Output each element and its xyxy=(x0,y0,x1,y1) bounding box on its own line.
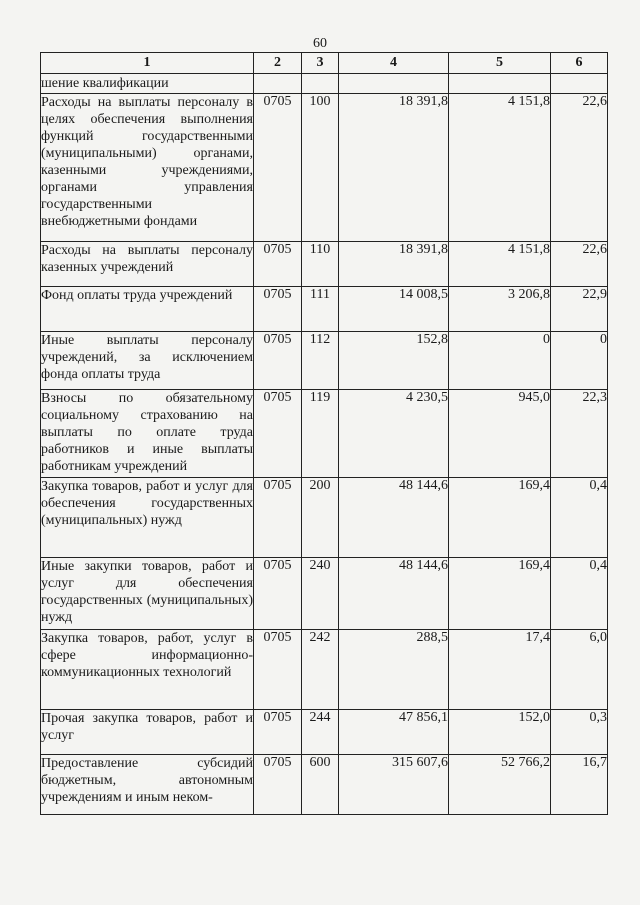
header-row xyxy=(41,53,608,74)
row-fact-value: 4 151,8 xyxy=(449,94,551,242)
table-row xyxy=(41,755,608,815)
row-section-code: 0705 xyxy=(254,630,302,710)
row-section-code: 0705 xyxy=(254,287,302,332)
col-header-6: 6 xyxy=(551,53,608,74)
row-fact-value: 169,4 xyxy=(449,478,551,558)
budget-table xyxy=(40,52,608,815)
table-row xyxy=(41,94,608,242)
row-expense-kind: 244 xyxy=(302,710,339,755)
row-expense-kind: 111 xyxy=(302,287,339,332)
page-number: 60 xyxy=(313,36,327,51)
row-plan-value: 18 391,8 xyxy=(339,94,449,242)
table-row xyxy=(41,558,608,630)
row-section-code: 0705 xyxy=(254,332,302,390)
row-expense-kind: 200 xyxy=(302,478,339,558)
row-section-code: 0705 xyxy=(254,478,302,558)
row-expense-kind: 110 xyxy=(302,242,339,287)
row-fact-value: 3 206,8 xyxy=(449,287,551,332)
row-description: Закупка товаров, работ и услуг для обеспечения государственных (муниципальных) нужд xyxy=(41,478,254,558)
row-section-code: 0705 xyxy=(254,390,302,478)
table-row xyxy=(41,287,608,332)
row-expense-kind: 100 xyxy=(302,94,339,242)
table-row xyxy=(41,390,608,478)
row-fact-value: 17,4 xyxy=(449,630,551,710)
row-expense-kind: 112 xyxy=(302,332,339,390)
row-description: Расходы на выплаты персоналу в целях обеспечения выполнения функций государственными (муниципальными) органами, казенными учреждениями, органами управления государственными внебюджетными фондами xyxy=(41,94,254,242)
row-plan-value: 48 144,6 xyxy=(339,558,449,630)
row-plan-value: 48 144,6 xyxy=(339,478,449,558)
table-row xyxy=(41,630,608,710)
col-header-3: 3 xyxy=(302,53,339,74)
row-description: Прочая закупка товаров, работ и услуг xyxy=(41,710,254,755)
row-percent-value: 0,4 xyxy=(551,478,608,558)
col-header-5: 5 xyxy=(449,53,551,74)
row-section-code: 0705 xyxy=(254,558,302,630)
row-description: Предоставление субсидий бюджетным, автономным учреждениям и иным неком- xyxy=(41,755,254,815)
row-expense-kind: 242 xyxy=(302,630,339,710)
row-plan-value: 18 391,8 xyxy=(339,242,449,287)
col-header-2: 2 xyxy=(254,53,302,74)
row-percent-value: 0 xyxy=(551,332,608,390)
row-section-code: 0705 xyxy=(254,94,302,242)
row-section-code: 0705 xyxy=(254,710,302,755)
row-expense-kind: 600 xyxy=(302,755,339,815)
row-fact-value: 169,4 xyxy=(449,558,551,630)
row-percent-value: 22,9 xyxy=(551,287,608,332)
continuation-text: шение квалификации xyxy=(41,74,254,94)
row-plan-value: 315 607,6 xyxy=(339,755,449,815)
row-expense-kind: 119 xyxy=(302,390,339,478)
row-plan-value: 47 856,1 xyxy=(339,710,449,755)
continuation-row xyxy=(41,74,608,94)
row-percent-value: 0,3 xyxy=(551,710,608,755)
row-description: Иные выплаты персоналу учреждений, за исключением фонда оплаты труда xyxy=(41,332,254,390)
row-expense-kind: 240 xyxy=(302,558,339,630)
row-percent-value: 22,6 xyxy=(551,242,608,287)
row-plan-value: 14 008,5 xyxy=(339,287,449,332)
row-description: Иные закупки товаров, работ и услуг для обеспечения государственных (муниципальных) нужд xyxy=(41,558,254,630)
row-description: Взносы по обязательному социальному страхованию на выплаты по оплате труда работников и иные выплаты работникам учреждений xyxy=(41,390,254,478)
table-row xyxy=(41,332,608,390)
row-fact-value: 0 xyxy=(449,332,551,390)
table-row xyxy=(41,242,608,287)
row-percent-value: 22,3 xyxy=(551,390,608,478)
row-description: Закупка товаров, работ, услуг в сфере информационно-коммуникационных технологий xyxy=(41,630,254,710)
row-section-code: 0705 xyxy=(254,242,302,287)
row-fact-value: 52 766,2 xyxy=(449,755,551,815)
col-header-1: 1 xyxy=(41,53,254,74)
row-percent-value: 22,6 xyxy=(551,94,608,242)
row-plan-value: 288,5 xyxy=(339,630,449,710)
row-description: Фонд оплаты труда учреждений xyxy=(41,287,254,332)
row-fact-value: 152,0 xyxy=(449,710,551,755)
row-plan-value: 4 230,5 xyxy=(339,390,449,478)
row-description: Расходы на выплаты персоналу казенных учреждений xyxy=(41,242,254,287)
table-row xyxy=(41,710,608,755)
row-percent-value: 0,4 xyxy=(551,558,608,630)
col-header-4: 4 xyxy=(339,53,449,74)
row-plan-value: 152,8 xyxy=(339,332,449,390)
row-fact-value: 945,0 xyxy=(449,390,551,478)
row-section-code: 0705 xyxy=(254,755,302,815)
row-percent-value: 6,0 xyxy=(551,630,608,710)
table-row xyxy=(41,478,608,558)
row-fact-value: 4 151,8 xyxy=(449,242,551,287)
row-percent-value: 16,7 xyxy=(551,755,608,815)
